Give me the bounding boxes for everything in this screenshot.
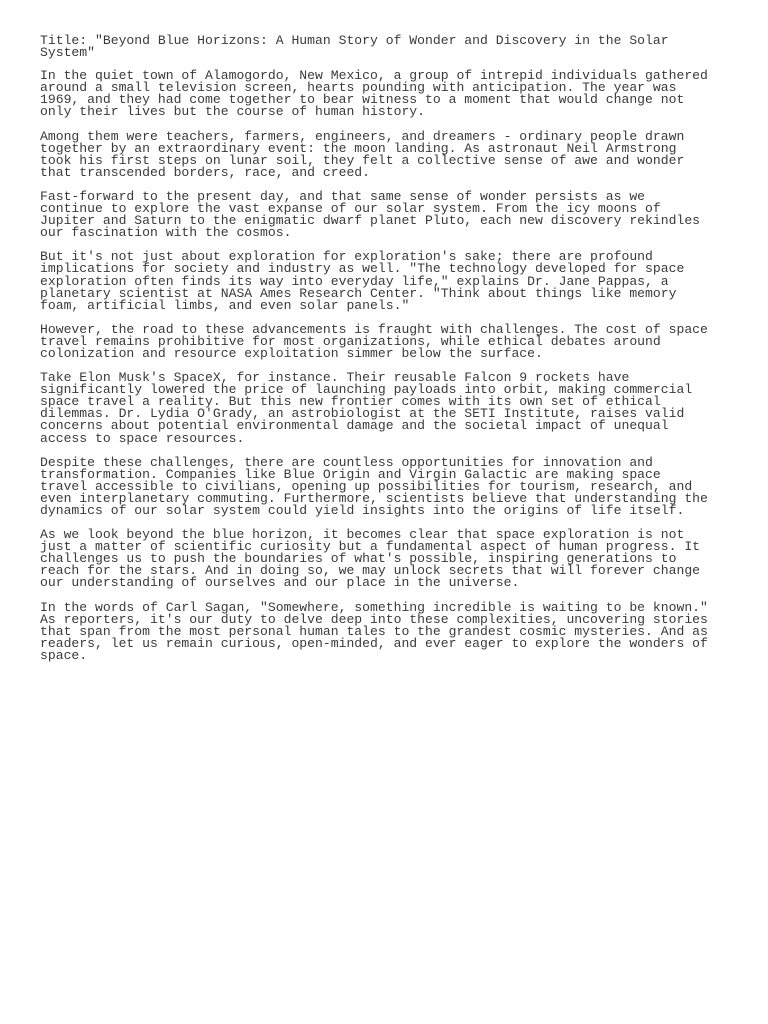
paragraph-9: In the words of Carl Sagan, "Somewhere, something incredible is waiting to be known." As reporters, it's our duty to delve deep into these complexities, uncovering stories that span from the most personal human tales to the grandest cosmic mysteries. And as readers, let us remain curious, open-minded, and ever eager to explore the wonders of space. xyxy=(40,599,708,663)
paragraph-2: Among them were teachers, farmers, engineers, and dreamers - ordinary people drawn together by an extraordinary event: the moon landing. As astronaut Neil Armstrong took his first steps on lunar soil, they felt a collective sense of awe and wonder that transcended borders, race, and creed. xyxy=(40,128,685,180)
paragraph-6: Take Elon Musk's SpaceX, for instance. Their reusable Falcon 9 rockets have significantly lowered the price of launching payloads into orbit, making commercial space travel a reality. But this new frontier comes with its own set of ethical dilemmas. Dr. Lydia O'Grady, an astrobiologist at the SETI Institute, raises valid concerns about potential environmental damage and the societal impact of unequal access to space resources. xyxy=(40,370,693,446)
paragraph-5: However, the road to these advancements is fraught with challenges. The cost of space travel remains prohibitive for most organizations, while ethical debates around colonization and resource exploitation simmer below the surface. xyxy=(40,321,708,361)
paragraph-4: But it's not just about exploration for exploration's sake; there are profound implications for society and industry as well. "The technology developed for space exploration often finds its way into everyday life," explains Dr. Jane Pappas, a planetary scientist at NASA Ames Research Center. "Think about things like memory foam, artificial limbs, and even solar panels." xyxy=(40,249,685,313)
paragraph-8: As we look beyond the blue horizon, it becomes clear that space exploration is not just a matter of scientific curiosity but a fundamental aspect of human progress. It challenges us to push the boundaries of what's possible, inspiring generations to reach for the stars. And in doing so, we may unlock secrets that will forever change our understanding of ourselves and our place in the universe. xyxy=(40,527,701,591)
paragraph-7: Despite these challenges, there are countless opportunities for innovation and transformation. Companies like Blue Origin and Virgin Galactic are making space travel accessible to civilians, opening up possibilities for tourism, research, and even interplanetary commuting. Furthermore, scientists believe that understanding the dynamics of our solar system could yield insights into the origins of life itself. xyxy=(40,454,708,518)
paragraph-3: Fast-forward to the present day, and that same sense of wonder persists as we continue to explore the vast expanse of our solar system. From the icy moons of Jupiter and Saturn to the enigmatic dwarf planet Pluto, each new discovery rekindles our fascination with the cosmos. xyxy=(40,188,701,241)
document-title: Title: "Beyond Blue Horizons: A Human Story of Wonder and Discovery in the Solar System" xyxy=(40,33,669,61)
paragraph-1: In the quiet town of Alamogordo, New Mexico, a group of intrepid individuals gathered around a small television screen, hearts pounding with anticipation. The year was 1969, and they had come together to bear witness to a moment that would change not only their lives but the course of human history. xyxy=(40,68,708,120)
document-body xyxy=(40,35,720,674)
